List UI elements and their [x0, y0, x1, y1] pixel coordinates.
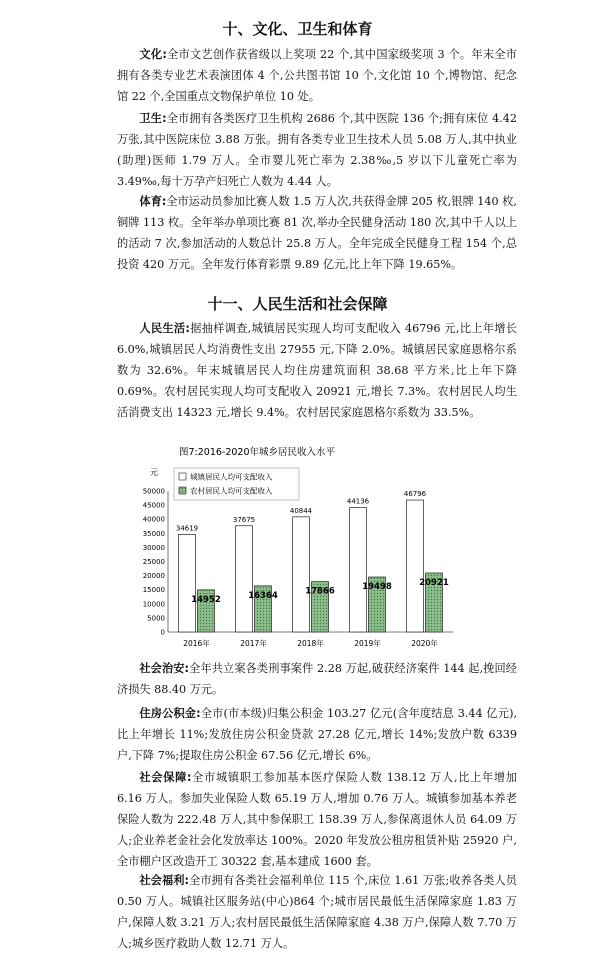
section-heading-culture: 十、文化、卫生和体育: [222, 20, 373, 38]
paragraph-lead: 住房公积金:: [139, 707, 201, 720]
data-label: 46796: [403, 490, 427, 499]
x-tick-label: 2019年: [354, 639, 381, 648]
data-label: 44136: [346, 497, 370, 506]
y-tick-label: 10000: [142, 600, 165, 609]
paragraph-lead: 文化:: [139, 48, 167, 61]
paragraph-text: 全市(市本级)归集公积金 103.27 亿元(含年度结息 3.44 亿元),比上年增长 11%;发放住房公积金贷款 27.28 亿元,增长 14%;发放户数 6339 户,下降 7%;提取住房公积金 67.56 亿元,增长 6%。: [117, 707, 517, 762]
paragraph-text: 全年共立案各类刑事案件 2.28 万起,破获经济案件 144 起,挽回经济损失 88.40 万元。: [117, 662, 517, 696]
data-label: 16364: [248, 590, 278, 601]
y-tick-label: 50000: [142, 487, 165, 496]
data-label: 19498: [362, 582, 392, 593]
paragraph-culture: [117, 44, 517, 107]
paragraph-text: 全市运动员参加比赛人数 1.5 万人次,共获得金牌 205 枚,银牌 140 枚,铜牌 113 枚。全年举办单项比赛 81 次,举办全民健身活动 180 次,其中千人以上的活动 7 次,参加活动的人数总计 25.8 万人。全年完成全民健身工程 154 个,总投资 420 万元。全年发行体育彩票 9.89 亿元,比上年下降 19.65%。: [117, 195, 517, 271]
paragraph-housing-fund: [117, 703, 517, 766]
paragraph-public-security: [117, 658, 517, 700]
paragraph-text: 全市城镇职工参加基本医疗保险人数 138.12 万人,比上年增加 6.16 万人。参加失业保险人数 65.19 万人,增加 0.76 万人。城镇参加基本养老保险人数为 222.48 万人,其中参保职工 158.39 万人,参保离退休人员 64.09 万人;企业养老金社会化发放率达 100%。2020 年发放公租房租赁补贴 25920 户,全市棚户区改造开工 30322 套,基本建成 1600 套。: [117, 771, 517, 868]
y-tick-label: 35000: [142, 529, 165, 538]
paragraph-sports: [117, 191, 517, 275]
y-tick-label: 5000: [147, 614, 165, 623]
x-tick-label: 2017年: [240, 639, 267, 648]
chart-legend: [174, 468, 299, 500]
y-tick-label: 20000: [142, 572, 165, 581]
x-tick-label: 2020年: [411, 639, 438, 648]
legend-label: 城镇居民人均可支配收入: [190, 472, 273, 482]
y-tick-label: 25000: [142, 558, 165, 566]
legend-label: 农村居民人均可支配收入: [190, 486, 273, 496]
section-heading-livelihood: 十一、人民生活和社会保障: [207, 295, 388, 313]
y-axis-label: 元: [150, 468, 158, 477]
legend-swatch: [179, 473, 186, 480]
paragraph-lead: 人民生活:: [139, 322, 190, 335]
data-label: 34619: [175, 524, 199, 533]
bar-urban: [407, 500, 424, 632]
paragraph-livelihood: [117, 318, 517, 423]
paragraph-text: 全市拥有各类社会福利单位 115 个,床位 1.61 万张;收养各类人员 0.50 万人。城镇社区服务站(中心)864 个;城市居民最低生活保障家庭 1.83 万户,保障人数 3.21 万人;农村居民最低生活保障家庭 4.38 万户,保障人数 7.70 万人;城乡医疗救助人数 12.71 万人。: [117, 874, 517, 950]
data-label: 20921: [419, 578, 449, 589]
data-label: 40844: [289, 506, 313, 515]
paragraph-lead: 卫生:: [139, 112, 167, 125]
chart-title: 图7:2016-2020年城乡居民收入水平: [178, 447, 336, 458]
paragraph-lead: 社会福利:: [139, 874, 190, 887]
y-tick-label: 45000: [142, 501, 165, 510]
bar-urban: [236, 526, 253, 632]
paragraph-text: 全市拥有各类医疗卫生机构 2686 个,其中医院 136 个;拥有床位 4.42 万张,其中医院床位 3.88 万张。拥有各类专业卫生技术人员 5.08 万人,其中执业(助理)医师 1.79 万人。全市婴儿死亡率为 2.38‰,5 岁以下儿童死亡率为 3.49‰,每十万孕产妇死亡人数为 4.44 人。: [117, 112, 517, 188]
paragraph-lead: 体育:: [139, 195, 167, 208]
bar-urban: [293, 517, 310, 632]
x-tick-label: 2018年: [297, 639, 324, 648]
x-tick-label: 2016年: [183, 639, 210, 648]
bar-urban: [179, 534, 196, 632]
legend-swatch: [179, 487, 186, 494]
y-tick-label: 40000: [142, 515, 165, 524]
paragraph-lead: 社会保障:: [139, 771, 192, 784]
paragraph-text: 全市文艺创作获省级以上奖项 22 个,其中国家级奖项 3 个。年末全市拥有各类专业艺术表演团体 4 个,公共图书馆 10 个,文化馆 10 个,博物馆、纪念馆 22 个,全国重点文物保护单位 10 处。: [117, 48, 517, 103]
y-tick-label: 0: [160, 628, 165, 637]
data-label: 17866: [305, 586, 335, 597]
paragraph-social-security: [117, 767, 517, 872]
paragraph-lead: 社会治安:: [139, 662, 190, 675]
y-tick-label: 15000: [142, 586, 165, 595]
data-label: 37675: [232, 515, 256, 524]
data-label: 14952: [191, 594, 221, 605]
paragraph-health: [117, 108, 517, 192]
income-bar-chart: [130, 445, 465, 660]
paragraph-social-welfare: [117, 870, 517, 954]
paragraph-text: 据抽样调查,城镇居民实现人均可支配收入 46796 元,比上年增长 6.0%,城镇居民人均消费性支出 27955 元,下降 2.0%。城镇居民家庭恩格尔系数为 32.6%。年末城镇居民人均住房建筑面积 38.68 平方米,比上年下降 0.69%。农村居民实现人均可支配收入 20921 元,增长 7.3%。农村居民人均生活消费支出 14323 元,增长 9.4%。农村居民家庭恩格尔系数为 33.5%。: [117, 322, 517, 419]
y-tick-label: 30000: [142, 543, 165, 552]
bar-urban: [350, 508, 367, 632]
